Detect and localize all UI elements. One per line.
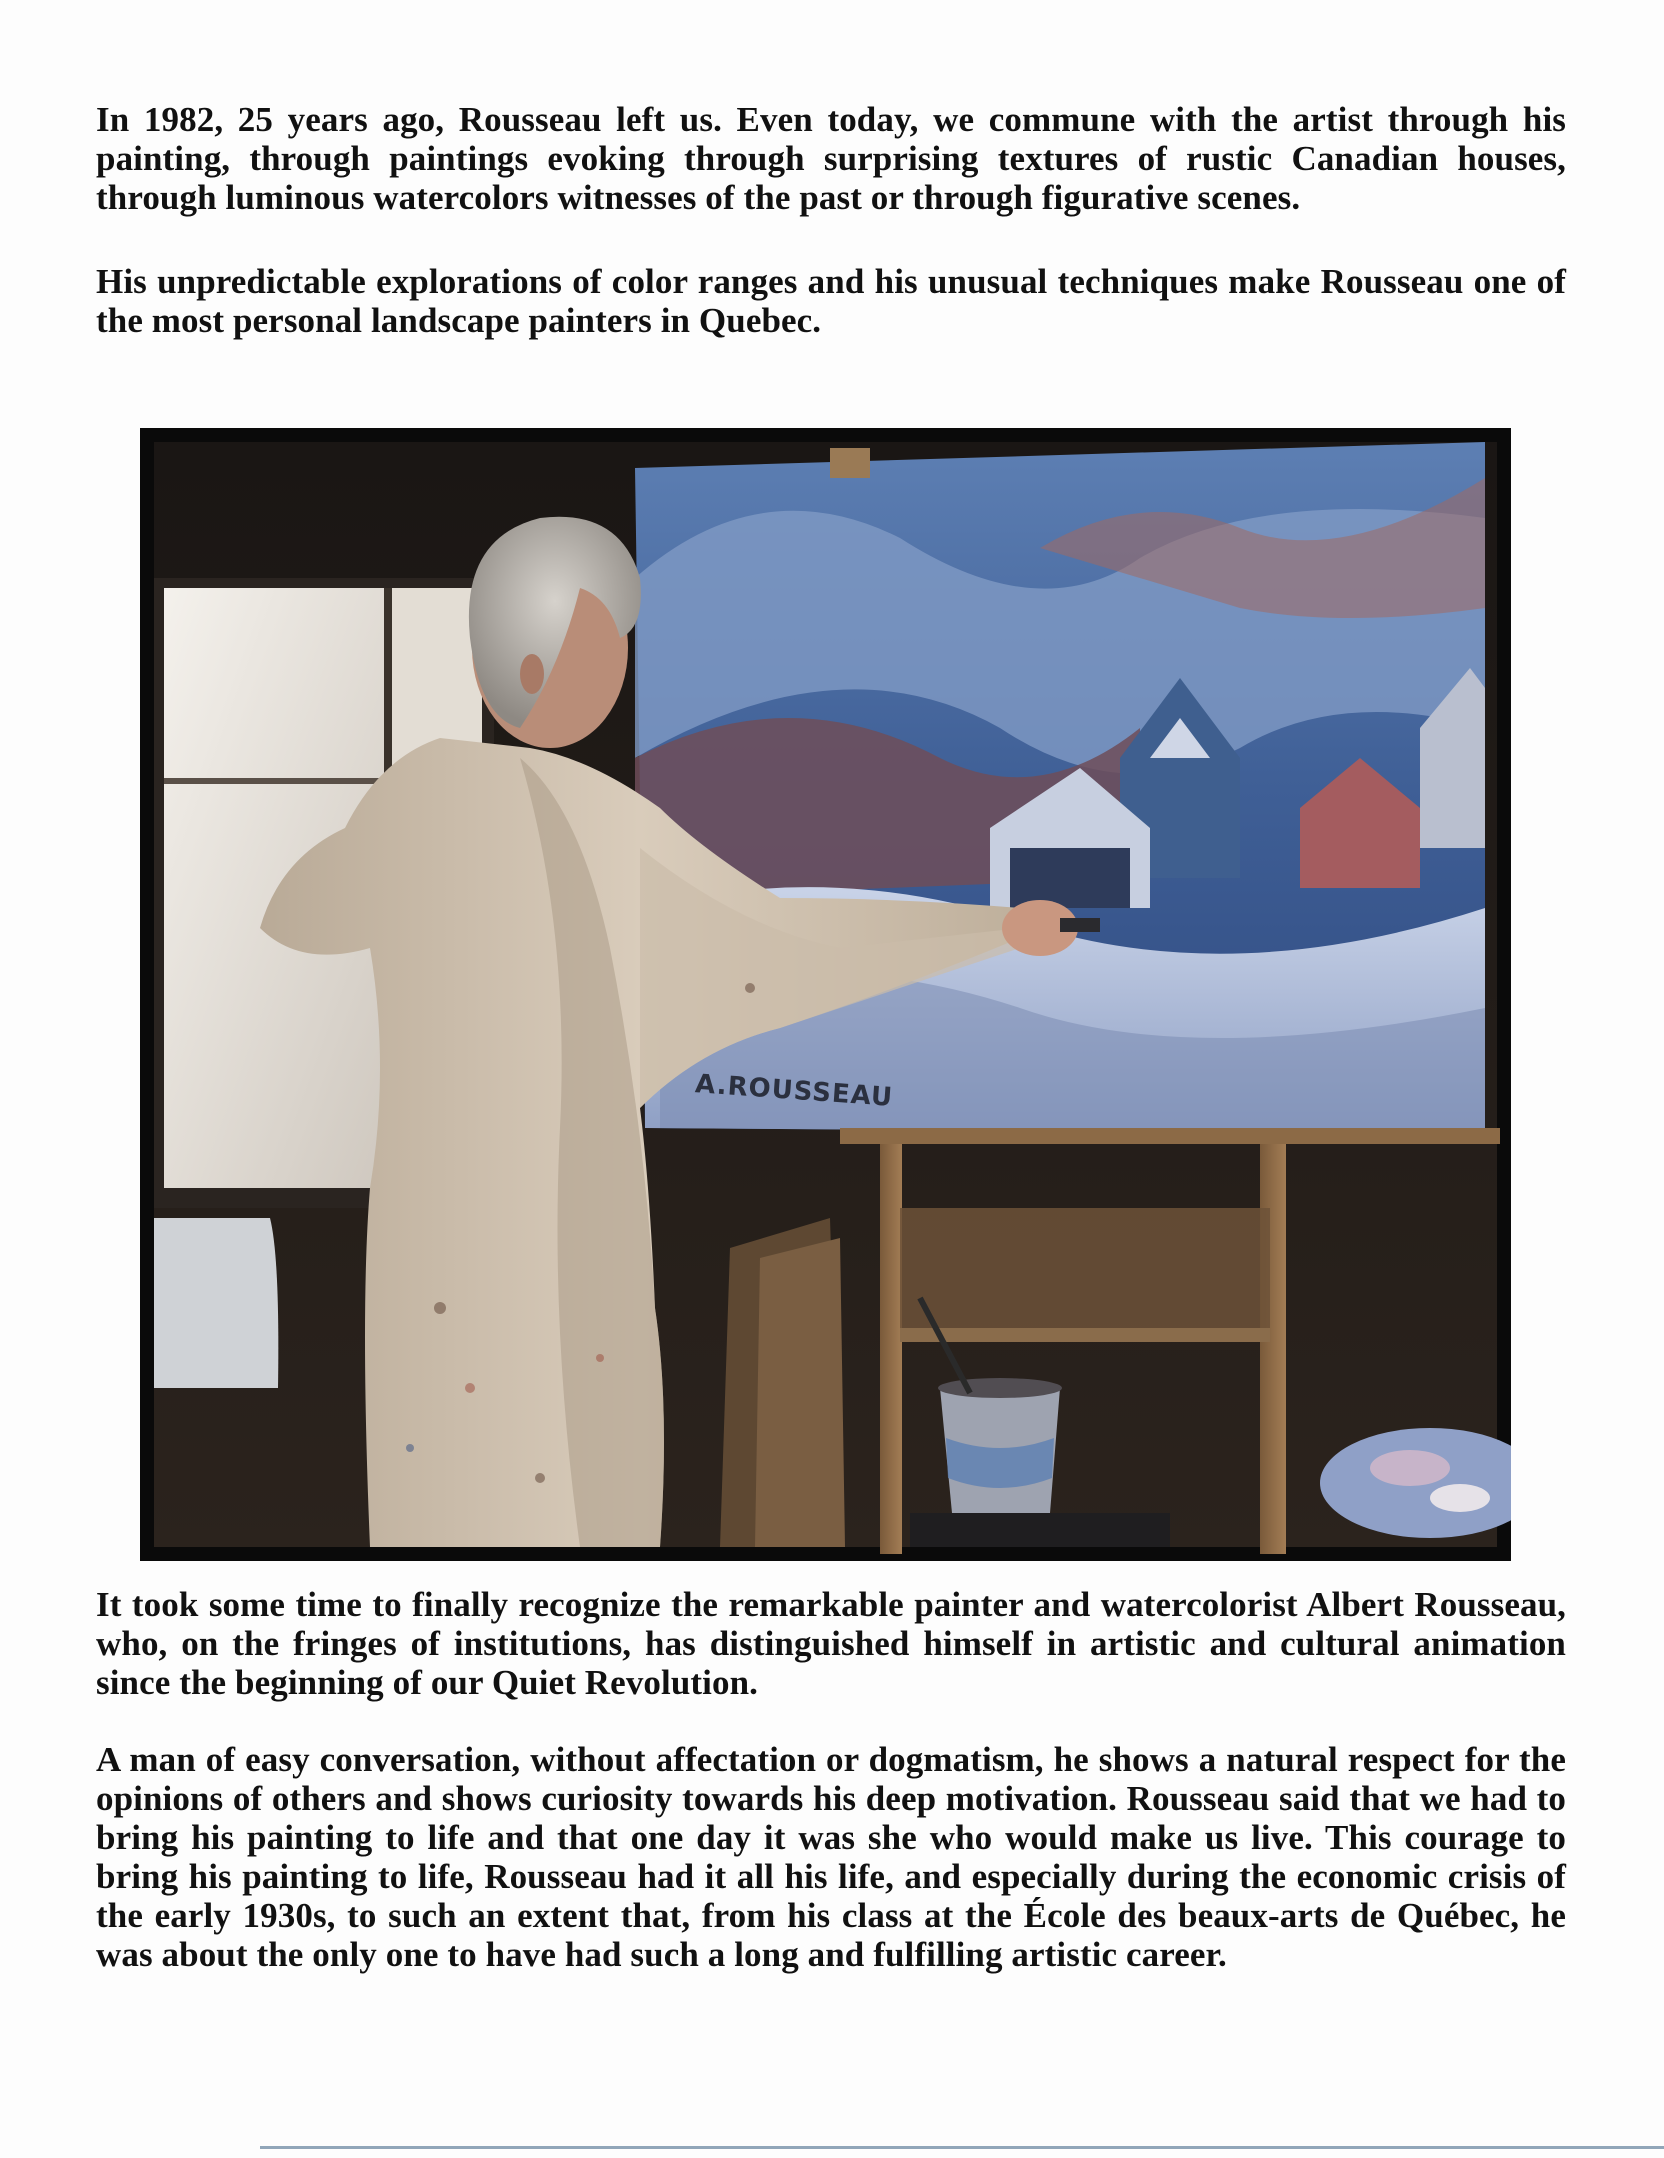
paragraph-conversation: A man of easy conversation, without affectation or dogmatism, he shows a natural respect for the opinions of others and shows curiosity towards his deep motivation. Rousseau said that we had to bring his painting to life and that one day it was she who would make us live. This courage to bring his painting to life, Rousseau had it all his life, and especially during the economic crisis of the early 1930s, to such an extent that, from his class at the École des beaux-arts de Québec, he was about the only one to have had such a long and fulfilling artistic career. bbox=[96, 1740, 1566, 1974]
photo-illustration bbox=[140, 428, 1511, 1561]
paragraph-recognition: It took some time to finally recognize the remarkable painter and watercolorist Albert Rousseau, who, on the fringes of institutions, has distinguished himself in artistic and cultural animation since the beginning of our Quiet Revolution. bbox=[96, 1585, 1566, 1702]
painting-signature: A.ROUSSEAU bbox=[694, 1069, 895, 1113]
paragraph-intro: In 1982, 25 years ago, Rousseau left us. Even today, we commune with the artist through his painting, through paintings evoking through surprising textures of rustic Canadian houses, through luminous watercolors witnesses of the past or through figurative scenes. bbox=[96, 100, 1566, 217]
page-bottom-rule bbox=[260, 2146, 1664, 2149]
paragraph-explorations: His unpredictable explorations of color ranges and his unusual techniques make Rousseau one of the most personal landscape painters in Quebec. bbox=[96, 262, 1566, 340]
artist-at-easel-photo bbox=[140, 428, 1511, 1561]
